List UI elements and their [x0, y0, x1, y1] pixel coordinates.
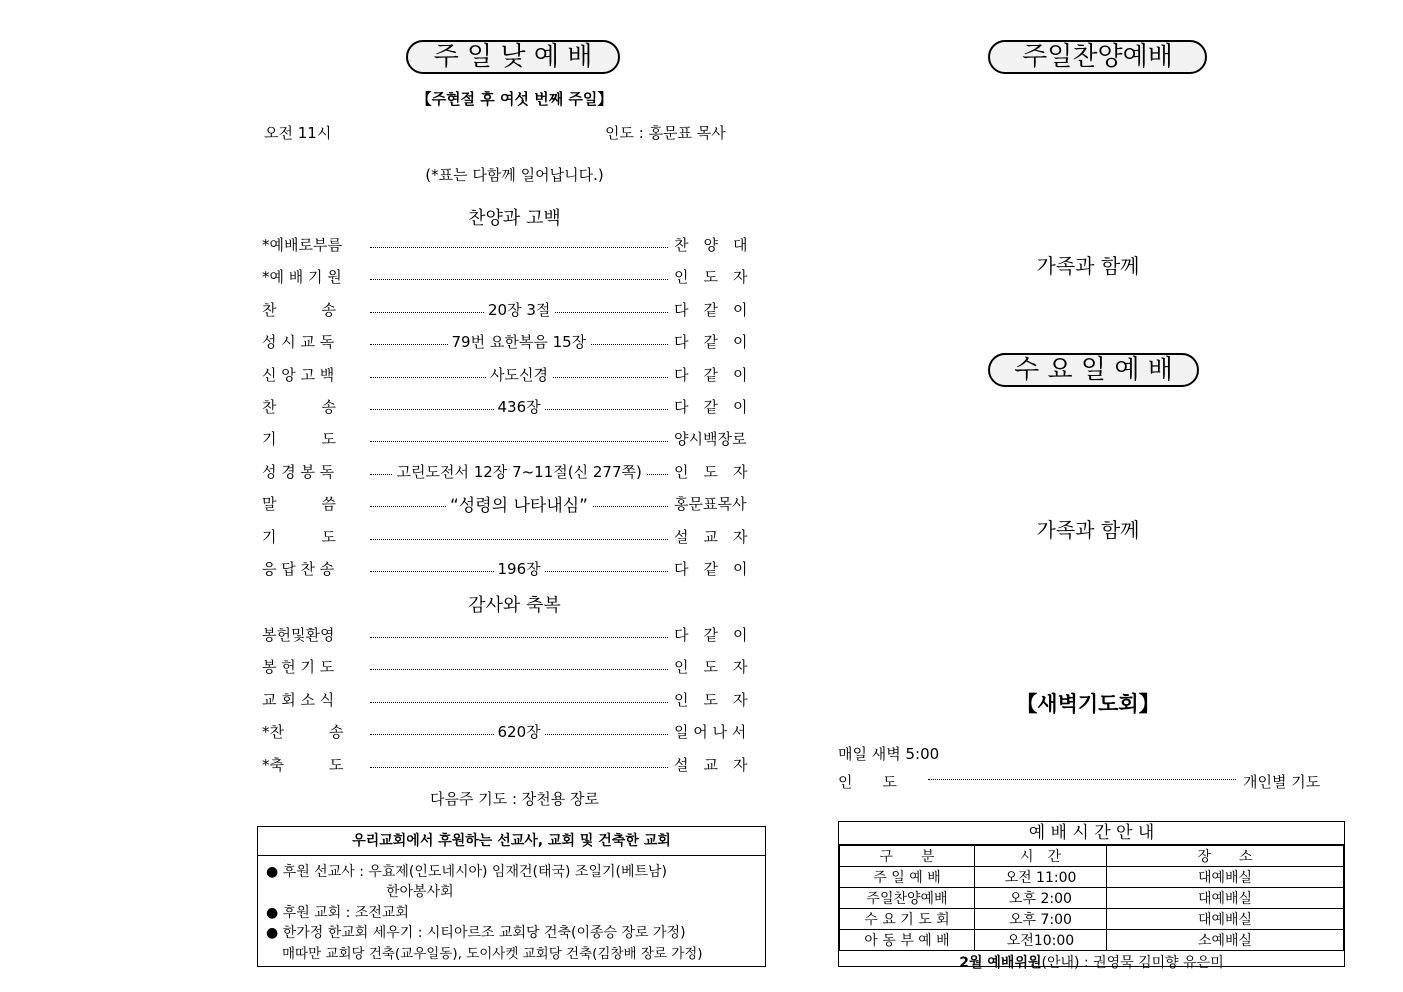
praise-worship-family: 가족과 함께	[1036, 254, 1140, 278]
order-item-leader: 인 도 자	[674, 268, 748, 287]
order-item-leader: 다 같 이	[674, 560, 748, 578]
order-item-detail: 620장	[494, 721, 545, 742]
order-item-leader: 일 어 나 서	[674, 723, 747, 742]
order-item	[262, 754, 767, 778]
dotted-leader	[370, 669, 668, 670]
order-item	[262, 558, 767, 582]
order-item-label: 응 답 찬 송	[262, 560, 335, 578]
dotted-leader	[370, 247, 668, 248]
section-praise-title: 찬양과 고백	[468, 208, 561, 229]
wednesday-worship-title: 수 요 일 예 배	[1014, 355, 1173, 385]
order-item-label: 말 씀	[262, 495, 336, 514]
schedule-cell: 대예배실	[1107, 867, 1344, 888]
order-item-leader: 인 도 자	[674, 658, 748, 677]
table-row	[840, 867, 1344, 888]
standing-note: (*표는 다함께 일어납니다.)	[425, 166, 604, 184]
schedule-footer-names: (안내) : 권영묵 김미향 유은미	[1041, 955, 1224, 971]
order-item-label: 신 앙 고 백	[262, 365, 335, 384]
order-item-label: 찬 송	[262, 300, 336, 319]
schedule-header-time: 시 간	[975, 846, 1107, 867]
order-item	[262, 299, 767, 323]
worship-subtitle: 【주현절 후 여섯 번째 주일】	[416, 90, 613, 108]
order-item	[262, 364, 767, 388]
schedule-footer-month: 2월 예배위원	[959, 955, 1042, 971]
order-item-leader: 다 같 이	[674, 626, 748, 644]
order-item	[262, 396, 767, 420]
mission-line1: 후원 선교사 : 우효제(인도네시아) 임재건(태국) 조일기(베트남)	[282, 864, 667, 880]
order-item-label: 교 회 소 식	[262, 690, 335, 709]
order-item	[262, 234, 767, 258]
order-item-label: *예배로부름	[262, 236, 342, 254]
schedule-header-place: 장 소	[1107, 846, 1344, 867]
dawn-prayer-time: 매일 새벽 5:00	[838, 745, 940, 763]
bullet-icon: ●	[266, 905, 279, 921]
order-item-leader: 설 교 자	[674, 527, 748, 546]
mission-line2: 후원 교회 : 조전교회	[282, 905, 409, 921]
order-item	[262, 461, 767, 485]
order-item-detail: 79번 요한복음 15장	[448, 331, 591, 352]
dotted-leader	[370, 637, 668, 638]
schedule-cell: 오전10:00	[975, 930, 1107, 951]
mission-heading: 우리교회에서 후원하는 선교사, 교회 및 건축한 교회	[258, 827, 765, 856]
schedule-cell: 오후 7:00	[975, 909, 1107, 930]
bullet-icon: ●	[266, 925, 279, 941]
order-item-label: 봉헌및환영	[262, 626, 335, 644]
order-item-label: *예 배 기 원	[262, 268, 342, 287]
schedule-cell: 수 요 기 도 회	[840, 909, 975, 930]
schedule-header-category: 구 분	[840, 846, 975, 867]
bullet-icon: ●	[266, 864, 279, 880]
section-thanks-title: 감사와 축복	[468, 595, 561, 616]
dawn-prayer-leader-dots	[928, 779, 1236, 780]
order-item-detail: “성령의 나타내심”	[446, 491, 592, 516]
worship-leader: 인도 : 홍문표 목사	[605, 124, 726, 142]
table-row	[840, 888, 1344, 909]
schedule-title: 예 배 시 간 안 내	[839, 822, 1344, 845]
order-item-detail: 196장	[494, 558, 545, 579]
order-item-leader: 인 도 자	[674, 462, 748, 481]
order-item	[262, 656, 767, 680]
schedule-cell: 대예배실	[1107, 909, 1344, 930]
schedule-cell: 소예배실	[1107, 930, 1344, 951]
order-item-label: 기 도	[262, 430, 336, 449]
order-item	[262, 493, 767, 517]
order-item-detail: 20장 3절	[484, 299, 554, 320]
dotted-leader	[370, 279, 668, 280]
wednesday-worship-family: 가족과 함께	[1036, 518, 1140, 542]
order-item-label: *축 도	[262, 755, 344, 774]
order-item	[262, 331, 767, 355]
table-row	[840, 909, 1344, 930]
order-item-leader: 다 같 이	[674, 300, 748, 319]
order-item-detail: 사도신경	[486, 364, 552, 385]
praise-worship-title-badge	[988, 40, 1207, 74]
dawn-prayer-lead-label: 인 도	[838, 773, 897, 791]
dawn-prayer-title: 【새벽기도회】	[1016, 692, 1160, 716]
schedule-footer	[839, 950, 1344, 975]
order-item-label: 찬 송	[262, 398, 336, 416]
order-item-detail: 436장	[494, 396, 545, 417]
schedule-cell: 오전 11:00	[975, 867, 1107, 888]
schedule-cell: 아 동 부 예 배	[840, 930, 975, 951]
dotted-leader	[370, 441, 668, 442]
worship-time: 오전 11시	[264, 124, 332, 142]
dotted-leader	[370, 702, 668, 703]
order-item-leader: 다 같 이	[674, 365, 748, 384]
wednesday-worship-title-badge	[988, 353, 1199, 387]
schedule-cell: 오후 2:00	[975, 888, 1107, 909]
order-item	[262, 526, 767, 550]
order-item-label: 성 경 봉 독	[262, 462, 335, 481]
order-item-leader: 설 교 자	[674, 755, 748, 774]
dotted-leader	[370, 539, 668, 540]
order-item-leader: 홍문표목사	[674, 495, 747, 514]
worship-title-badge	[406, 40, 620, 74]
praise-worship-title: 주일찬양예배	[1022, 42, 1173, 72]
order-item-detail: 고린도전서 12장 7~11절(신 277쪽)	[393, 461, 646, 482]
order-item-leader: 다 같 이	[674, 398, 748, 416]
schedule-table	[839, 845, 1344, 951]
order-item-leader: 인 도 자	[674, 690, 748, 709]
mission-support-box	[257, 826, 766, 967]
mission-line3b: 매따만 교회당 건축(교우일동), 도이사켓 교회당 건축(김창배 장로 가정)	[282, 946, 703, 962]
dotted-leader	[370, 767, 668, 768]
order-item-label: *찬 송	[262, 723, 344, 742]
schedule-cell: 주일찬양예배	[840, 888, 975, 909]
order-item	[262, 428, 767, 452]
order-item-leader: 다 같 이	[674, 333, 748, 352]
order-item-leader: 양시백장로	[674, 430, 747, 449]
service-schedule-box	[838, 821, 1345, 971]
order-item-label: 성 시 교 독	[262, 333, 335, 352]
mission-line3: 한가정 한교회 세우기 : 시티아르조 교회당 건축(이종승 장로 가정)	[282, 925, 686, 941]
order-item	[262, 721, 767, 745]
dawn-prayer-lead-value: 개인별 기도	[1243, 773, 1321, 791]
order-item-label: 봉 헌 기 도	[262, 658, 335, 677]
order-item	[262, 624, 767, 648]
mission-line1b: 한아봉사회	[386, 884, 454, 900]
worship-title: 주 일 낮 예 배	[433, 42, 593, 72]
schedule-cell: 주 일 예 배	[840, 867, 975, 888]
order-item-leader: 찬 양 대	[674, 236, 748, 254]
order-item-label: 기 도	[262, 527, 336, 546]
schedule-cell: 대예배실	[1107, 888, 1344, 909]
table-row	[840, 930, 1344, 951]
next-week-prayer: 다음주 기도 : 장천용 장로	[429, 790, 600, 808]
order-item	[262, 689, 767, 713]
order-item	[262, 266, 767, 290]
